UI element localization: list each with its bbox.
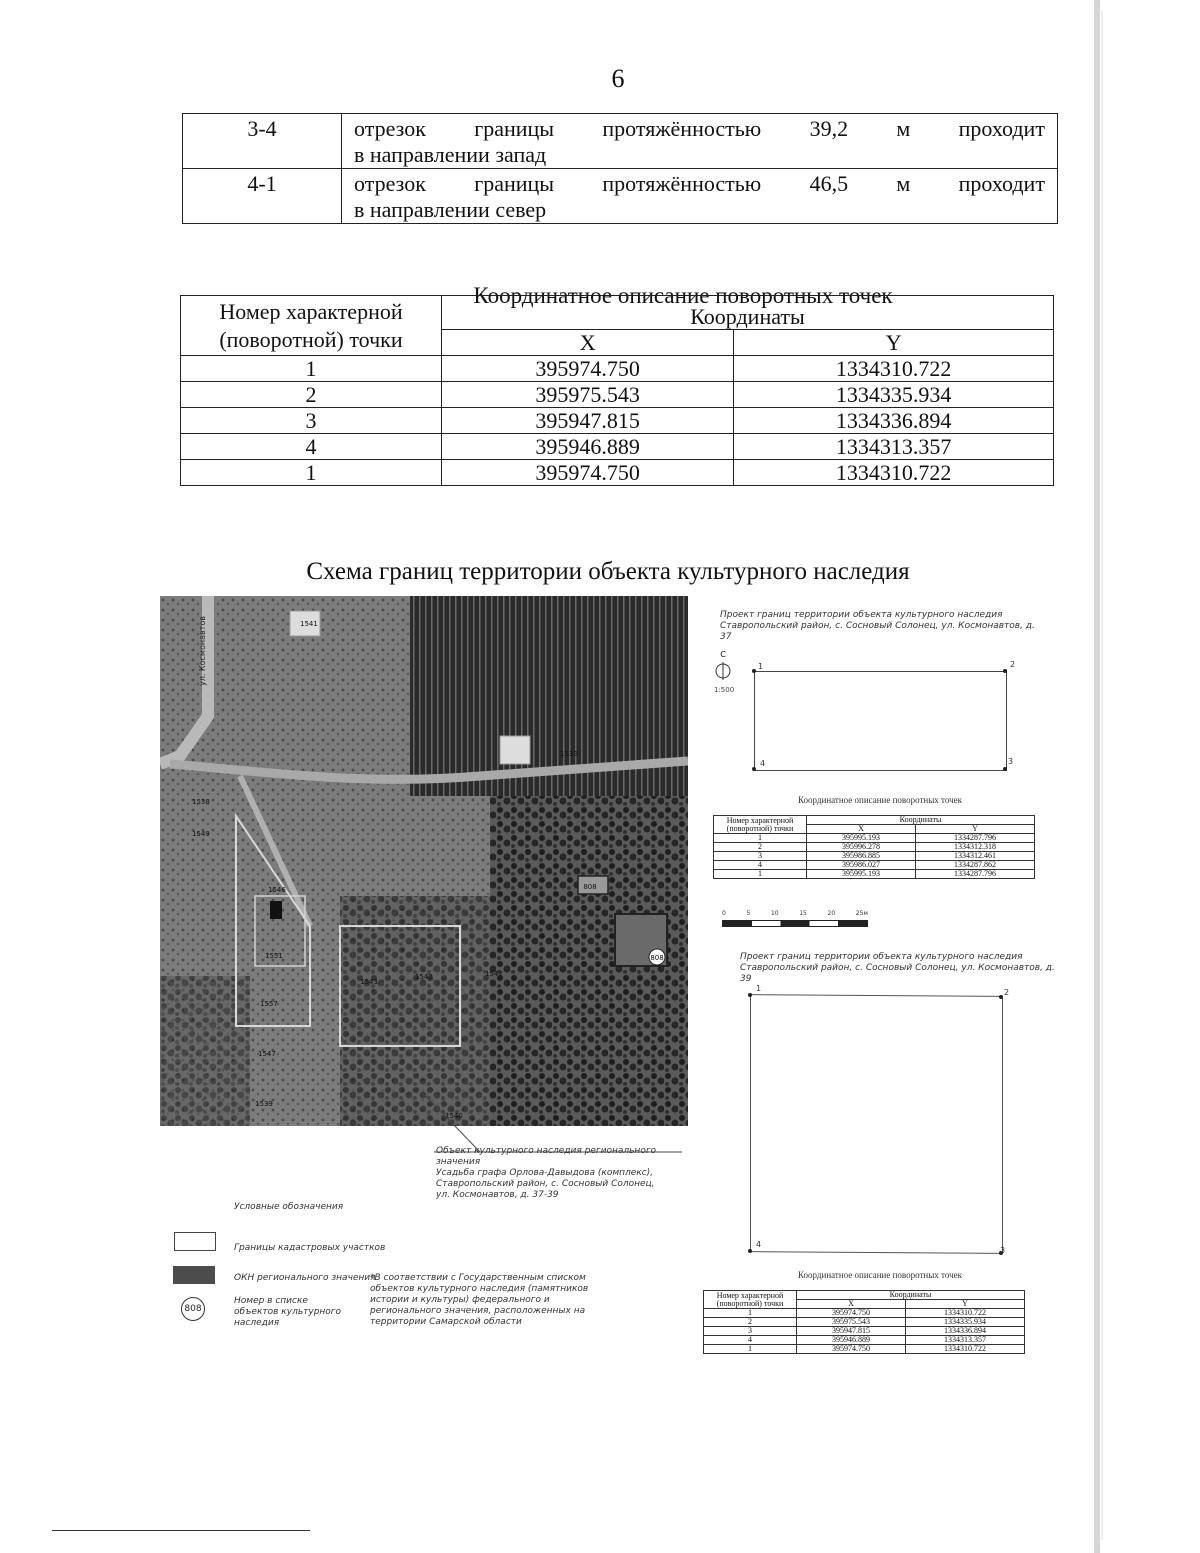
cell-x: 395996.278	[807, 843, 916, 852]
cell-x: 395974.750	[442, 460, 734, 486]
cell-y: 1334336.894	[905, 1327, 1024, 1336]
plan1-table-title: Координатное описание поворотных точек	[797, 795, 963, 805]
callout-line: Ставропольский район, с. Сосновый Солонец,	[436, 1179, 655, 1189]
plan1-vertex	[1003, 669, 1007, 673]
segment-description	[342, 114, 1058, 169]
word: проходит	[958, 116, 1045, 141]
plan2-title-line: Проект границ территории объекта культурного наследия	[740, 952, 1023, 962]
col-y-header: Y	[915, 825, 1034, 834]
callout-line: ул. Космонавтов, д. 37-39	[436, 1190, 559, 1200]
cell-y: 1334287.796	[915, 870, 1034, 879]
parcel-label: 1533	[560, 750, 578, 758]
page-number: 6	[611, 64, 625, 93]
cell-x: 395946.889	[442, 434, 734, 460]
cell-y: 1334312.461	[915, 852, 1034, 861]
plan2-vertex	[999, 995, 1003, 999]
cell-point: 1	[714, 834, 807, 843]
table-row	[183, 114, 1058, 169]
cell-point: 4	[181, 434, 442, 460]
legend-swatch-okn	[173, 1266, 215, 1284]
plan1-point-label: 1	[758, 662, 764, 671]
segment-direction: в направлении север	[354, 197, 547, 222]
cell-x: 395975.543	[442, 382, 734, 408]
plan2-vertex	[748, 993, 752, 997]
footnote-rule	[52, 1530, 310, 1531]
scale-tick: 5	[746, 910, 751, 917]
legend-swatch-parcel	[174, 1232, 216, 1251]
cell-x: 395974.750	[797, 1345, 906, 1354]
parcel-label: 1549	[192, 830, 210, 838]
col-y-header: Y	[905, 1300, 1024, 1309]
col-point-header: Номер характерной (поворотной) точки	[704, 1291, 797, 1309]
plan2-table-title: Координатное описание поворотных точек	[797, 1270, 963, 1280]
cell-x: 395986.885	[807, 852, 916, 861]
plan1-title-line: Проект границ территории объекта культурного наследия	[720, 610, 1003, 620]
cell-point: 4	[714, 861, 807, 870]
cell-x: 395995.193	[807, 834, 916, 843]
cell-point: 2	[181, 382, 442, 408]
word: протяжённостью	[602, 116, 762, 141]
col-x-header: X	[442, 330, 734, 356]
cell-y: 1334335.934	[905, 1318, 1024, 1327]
parcel-label: 1541	[300, 620, 318, 628]
col-coords-header: Координаты	[442, 296, 1054, 330]
legend-label: Границы кадастровых участков	[234, 1243, 386, 1253]
parcel-label: 1539	[255, 1100, 273, 1108]
plan2-point-label: 1	[756, 984, 762, 993]
plan1-point-label: 4	[760, 759, 766, 768]
north-arrow-icon	[714, 660, 732, 682]
word: отрезок	[354, 116, 426, 141]
street-label: ул. Космонавтов	[198, 616, 207, 686]
cell-x: 395974.750	[442, 356, 734, 382]
scale-tick: 0	[722, 910, 726, 917]
plan2-point-label: 3	[1000, 1246, 1006, 1255]
word: м	[896, 116, 911, 141]
legend-label: ОКН регионального значения	[234, 1273, 376, 1283]
coords-table	[180, 295, 1054, 486]
table-row	[181, 356, 1054, 382]
parcel-label: 1542	[485, 970, 503, 978]
table-row	[183, 169, 1058, 224]
cell-point: 4	[704, 1336, 797, 1345]
parcel-label: 1540	[445, 1112, 463, 1120]
scale-tick: 10	[770, 910, 779, 917]
cell-y: 1334335.934	[734, 382, 1054, 408]
plan1-title	[720, 610, 1040, 643]
cell-x: 395974.750	[797, 1309, 906, 1318]
cell-y: 1334287.862	[915, 861, 1034, 870]
scale-bar	[722, 910, 870, 928]
word: границы	[474, 171, 555, 196]
plan1-title-line: Ставропольский район, с. Сосновый Солонец, ул. Космонавтов, д. 37	[720, 621, 1035, 642]
cell-point: 3	[181, 408, 442, 434]
cell-point: 3	[704, 1327, 797, 1336]
scheme-title: Схема границ территории объекта культурного наследия	[306, 558, 910, 585]
parcel-label: 1543	[360, 978, 378, 986]
scan-edge	[1094, 0, 1100, 1553]
word: м	[896, 171, 911, 196]
cell-y: 1334310.722	[734, 460, 1054, 486]
parcel-label: 1538	[192, 798, 210, 806]
plan1-boundary	[754, 671, 1007, 771]
scale-tick: 15	[799, 910, 807, 917]
cell-x: 395986.027	[807, 861, 916, 870]
col-x-header: X	[797, 1300, 906, 1309]
plan1-vertex	[752, 767, 756, 771]
table-row	[181, 408, 1054, 434]
plan2-vertex	[748, 1249, 752, 1253]
cell-y: 1334336.894	[734, 408, 1054, 434]
cell-y: 1334310.722	[905, 1345, 1024, 1354]
plan1-coords-table	[713, 815, 1035, 879]
word: границы	[474, 116, 555, 141]
word: 39,2	[809, 116, 849, 141]
word: протяжённостью	[602, 171, 762, 196]
col-x-header: X	[807, 825, 916, 834]
cell-point: 1	[181, 460, 442, 486]
cell-point: 1	[714, 870, 807, 879]
parcel-label: 1546	[268, 886, 286, 894]
plan1-vertex	[1003, 767, 1007, 771]
cell-x: 395975.543	[797, 1318, 906, 1327]
legend-label: Номер в списке объектов культурного наследия	[234, 1296, 342, 1328]
cell-point: 2	[714, 843, 807, 852]
table-row	[714, 870, 1035, 879]
okn-number-badge: 808	[650, 954, 664, 962]
coords-table-title: Координатное описание поворотных точек	[473, 283, 893, 308]
cell-y: 1334313.357	[734, 434, 1054, 460]
callout-line: Усадьба графа Орлова-Давыдова (комплекс),	[436, 1168, 654, 1178]
okn-number-badge-icon: 808	[181, 1297, 205, 1321]
legend-title: Условные обозначения	[234, 1202, 344, 1212]
plan2-point-label: 2	[1004, 988, 1010, 997]
word: проходит	[958, 171, 1045, 196]
cell-point: 1	[704, 1345, 797, 1354]
col-y-header: Y	[734, 330, 1054, 356]
cell-y: 1334287.796	[915, 834, 1034, 843]
okn-callout	[436, 1146, 686, 1201]
scan-edge-shadow	[1101, 10, 1103, 1540]
scale-tick: 20	[827, 910, 836, 917]
cell-x: 395995.193	[807, 870, 916, 879]
cell-x: 395947.815	[442, 408, 734, 434]
plan2-point-label: 4	[756, 1240, 762, 1249]
word: отрезок	[354, 171, 426, 196]
col-point-header: Номер характерной (поворотной) точки	[181, 296, 442, 356]
word: 46,5	[809, 171, 849, 196]
table-row	[181, 382, 1054, 408]
cell-point: 2	[704, 1318, 797, 1327]
segment-id: 3-4	[183, 114, 342, 169]
scale-tick: 25м	[855, 910, 868, 917]
cell-y: 1334310.722	[734, 356, 1054, 382]
cell-y: 1334313.357	[905, 1336, 1024, 1345]
plan1-point-label: 3	[1008, 757, 1014, 766]
callout-line: Объект культурного наследия регионального значения	[436, 1146, 657, 1167]
plan2-title-line: Ставропольский район, с. Сосновый Солонец, ул. Космонавтов, д. 39	[740, 963, 1055, 984]
cell-x: 395946.889	[797, 1336, 906, 1345]
okn-number-label: 808	[583, 883, 597, 891]
col-coords-header: Координаты	[807, 816, 1035, 825]
plan1-vertex	[752, 669, 756, 673]
parcel-label: 1542	[415, 973, 433, 981]
aerial-map	[160, 596, 688, 1126]
segment-description	[342, 169, 1058, 224]
segments-table	[182, 113, 1058, 224]
col-point-header: Номер характерной (поворотной) точки	[714, 816, 807, 834]
north-label: С	[720, 650, 726, 659]
plan1-scale-note: 1:500	[714, 686, 735, 694]
segment-direction: в направлении запад	[354, 142, 547, 167]
plan2-title	[740, 952, 1060, 985]
cell-point: 1	[704, 1309, 797, 1318]
parcel-label: 1557	[260, 1000, 278, 1008]
table-row	[704, 1345, 1025, 1354]
plan1-point-label: 2	[1010, 660, 1016, 669]
parcel-label: 1547	[258, 1050, 276, 1058]
col-coords-header: Координаты	[797, 1291, 1025, 1300]
legend-footnote: *В соответствии с Государственным списком объектов культурного наследия (памятников истории и культуры) федерального и регионального значения, расположенных на территории Самарской области	[370, 1273, 589, 1327]
cell-x: 395947.815	[797, 1327, 906, 1336]
plan2-coords-table	[703, 1290, 1025, 1354]
parcel-label: 1551	[265, 952, 283, 960]
cell-point: 3	[714, 852, 807, 861]
cell-point: 1	[181, 356, 442, 382]
cell-y: 1334312.318	[915, 843, 1034, 852]
plan2-boundary	[750, 994, 1006, 1255]
segment-id: 4-1	[183, 169, 342, 224]
table-row	[181, 460, 1054, 486]
cell-y: 1334310.722	[905, 1309, 1024, 1318]
table-row	[181, 434, 1054, 460]
